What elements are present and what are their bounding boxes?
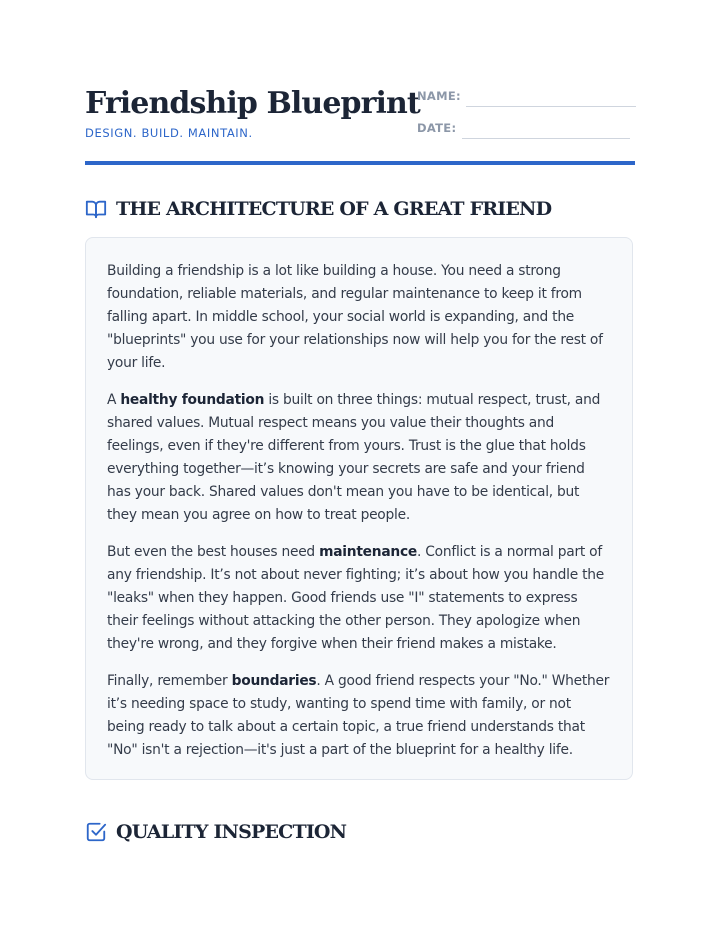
text: But even the best houses need — [107, 544, 320, 560]
text: Finally, remember — [107, 673, 232, 689]
header-divider — [85, 161, 635, 165]
date-label: DATE: — [417, 121, 457, 135]
text: . A good friend respects your "No." Whether it’s needing space to study, wanting to spend time with family, or not being ready to talk about a certain topic, a true friend understands that "No" isn't a rejection—it's just a part of the blueprint for a healthy life. — [107, 673, 610, 758]
date-line[interactable] — [462, 138, 630, 139]
section-architecture-heading — [85, 194, 635, 224]
worksheet-header — [85, 85, 635, 165]
bold-term: boundaries — [231, 673, 317, 689]
open-book-icon — [85, 198, 107, 220]
name-line[interactable] — [466, 106, 636, 107]
date-field[interactable] — [417, 119, 636, 141]
paragraph-boundaries — [107, 670, 611, 762]
section-title: QUALITY INSPECTION — [116, 821, 347, 843]
section-title: THE ARCHITECTURE OF A GREAT FRIEND — [116, 198, 552, 220]
checkbox-checked-icon — [85, 821, 107, 843]
name-field[interactable] — [417, 87, 636, 109]
reading-card — [85, 237, 633, 780]
text: is built on three things: mutual respect, trust, and shared values. Mutual respect means you value their thoughts and feelings, even if they're different from yours. Trust is the glue that holds everything together—it’s knowing your secrets are safe and your friend has your back. Shared values don't mean you have to be identical, but they mean you agree on how to treat people. — [107, 392, 601, 523]
paragraph-foundation — [107, 389, 611, 527]
bold-term: maintenance — [319, 544, 418, 560]
text: A — [107, 392, 121, 408]
text: . Conflict is a normal part of any friendship. It’s not about never fighting; it’s about how you handle the "leaks" when they happen. Good friends use "I" statements to express their feelings without attacking the other person. They apologize when they're wrong, and they forgive when their friend makes a mistake. — [107, 544, 604, 652]
paragraph-maintenance — [107, 541, 611, 656]
section-inspection-heading — [85, 817, 635, 847]
paragraph-intro: Building a friendship is a lot like building a house. You need a strong foundation, reliable materials, and regular maintenance to keep it from falling apart. In middle school, your social world is expanding, and the "blueprints" you use for your relationships now will help you for the rest of your life. — [107, 263, 603, 371]
page-title: Friendship Blueprint — [85, 86, 420, 121]
bold-term: healthy foundation — [120, 392, 265, 408]
tagline: DESIGN. BUILD. MAINTAIN. — [85, 126, 253, 140]
name-label: NAME: — [417, 89, 461, 103]
